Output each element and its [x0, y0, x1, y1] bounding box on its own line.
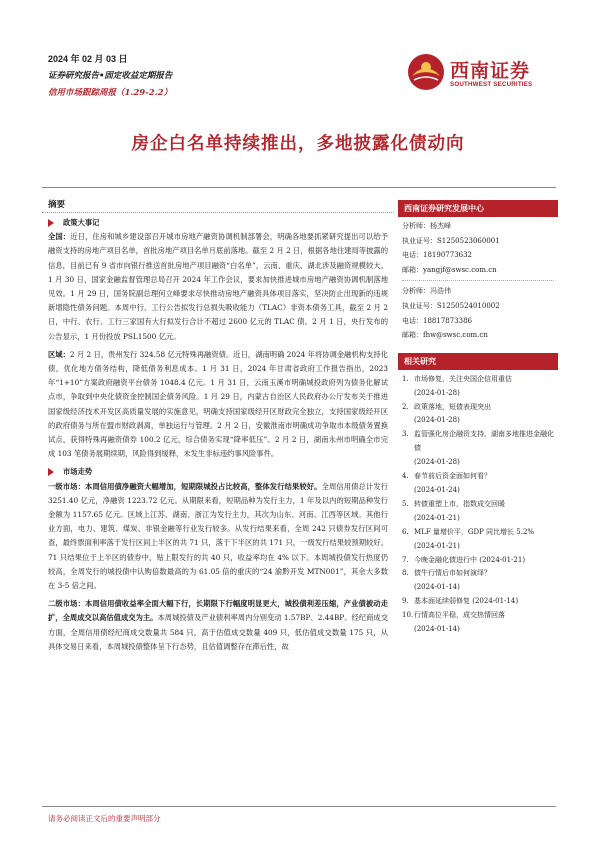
- analyst-cert: 执业证号：S1250523060001: [402, 236, 500, 245]
- related-item[interactable]: 10. 行情高位平稳，成交热情回落 (2024-01-14): [402, 611, 505, 634]
- title-divider: [42, 187, 556, 188]
- footer-divider: [42, 806, 556, 807]
- related-item[interactable]: 4. 春节前后资金面如何看？ (2024-01-24): [402, 472, 491, 494]
- report-type: 证券研究报告•固定收益定期报告: [48, 71, 173, 81]
- report-date: 2024 年 02 月 03 日: [48, 54, 128, 64]
- report-title: 房企白名单持续推出，多地披露化债动向: [131, 134, 465, 154]
- analyst-name: 分析师：冯浩伟: [402, 287, 451, 296]
- analyst-name: 分析师：杨杰峰: [402, 222, 451, 230]
- brand-name-en: SOUTHWEST SECURITIES: [450, 81, 533, 88]
- related-research-title: 相关研究: [398, 353, 558, 370]
- analyst-list: [398, 217, 558, 343]
- research-center-title: 西南证券研究发展中心: [398, 200, 558, 217]
- related-item[interactable]: 9. 基本面延续弱修复 (2024-01-14): [402, 597, 519, 606]
- analyst-phone: 电话：18817873386: [402, 316, 472, 325]
- paragraph: 二级市场：本周信用债收益率全面大幅下行，长期限下行幅度明显更大，城投债利差压缩，产业债被动走扩，全周成交以高估值成交为主。本周城投债及产业债利率周内分别变动 1.57BP、2.44BP。经纪商成交方面，全周信用债经纪商成交数量共 584 只，高于估值成交数量 409 只，低估值成交数量 175 只，从具体交易日来看，本周城投债整体呈下行态势，且估值调整存在滞后性，故: [48, 599, 389, 651]
- related-research-list: [398, 370, 558, 640]
- brand-logo-mark-icon: [406, 52, 446, 92]
- paragraph: 一级市场：本周信用债净融资大幅增加，短期限城投占比较高，整体发行结果较好。全周信用债总计发行 3251.40 亿元，净融资 1223.72 亿元。从期限来看，短期品种为发行主力，1 年及以内的短期品种发行金额为 1157.65 亿元。区域上江苏、湖南、浙江为发行主力，其次为山东、河南、江西等区域。其他行业方面，电力、建筑、煤炭、非银金融等行业发行较多。从发行结果来看，全周 242 只债券发行区间可查，最终票面利率落于发行区间上半区的共 71 只，落于下半区的共 171 只，一级发行结果较预期较好。71 只结果位于上半区的债券中，贴上限发行的共 40 只，收益率均在 4% 以下。本周城投债发行热度仍较高，全周发行的城投债中认购倍数最高的为 61.05 倍的重庆的“24 渝黔开发 MTN001”，其余大多数在 3-5 倍之间。: [48, 481, 389, 591]
- related-item[interactable]: 6. MLF 量增价平，GDP 同比增长 5.2% (2024-01-21): [402, 527, 535, 550]
- analyst-email[interactable]: 邮箱：yangjf@swsc.com.cn: [402, 265, 497, 274]
- report-series: 信用市场跟踪周报（1.29-2.2）: [48, 88, 173, 98]
- sidebar: [398, 200, 558, 640]
- related-item[interactable]: 7. 今晚金融化债进行中 (2024-01-21): [402, 555, 526, 564]
- section-heading: 市场走势: [48, 465, 388, 479]
- triangle-bullet-icon: [48, 219, 54, 227]
- footer-disclaimer: 请务必阅读正文后的重要声明部分: [48, 814, 161, 823]
- paragraph: 区域：2 月 2 日，贵州发行 324.58 亿元特殊再融资债。近日，湖南明确 2024 年将协调金融机构支持化债，优化地方债务结构，降低债务利息成本。1 月 31 日，2024 年甘肃省政府工作报告指出，2023 年“1+10”方案政府融资平台债务 1048.4 亿元。1 月 31 日，云南玉溪市明确城投政府列为债务化解试点市，争取到中央化债资金控制国企债务风险。1 月 29 日，内蒙古自治区人民政府办公厅发布关于推进国家级经济技术开发区高质量发展的实施意见，明确支持国家级经开区财政完全独立，支持国家级经开区的政府债务与所在盟市财政剥离，单独运行与管理。2 月 2 日，安徽淮南市明确成功争取市本级债务置换试点，获得特殊再融资债券 100.2 亿元，综合债务实现“降率低压”。2 月 2 日，湖南永州市明确全市完成 103 笔债务展期续期，风险得到缓释，未发生非标违约事风险事件。: [48, 349, 388, 459]
- abstract-heading: 摘要: [48, 200, 66, 210]
- analyst-divider: [402, 280, 554, 281]
- analyst-email[interactable]: 邮箱：fhw@swsc.com.cn: [402, 331, 488, 340]
- triangle-bullet-icon: [48, 468, 54, 476]
- related-item[interactable]: 2. 政策落地，短债表现突出 (2024-01-28): [402, 402, 491, 425]
- abstract-body: [48, 212, 388, 658]
- section-heading: 政策大事记: [48, 216, 388, 230]
- paragraph: 全国：近日，住房和城乡建设部召开城市房地产融资协调机制部署会，明确各地要抓紧研究提出可以给予融资支持的房地产项目名单，首批房地产项目名单月底前落地。截至 2 月 2 日，根据各地住建局等披露的信息，目前已有 9 省市向银行推送首批房地产项目融资“白名单”，云南、重庆、湖北涉及融资规模较大。1 月 30 日，国家金融监督管理总局召开 2024 年工作会议，要求加快推进城市房地产融资协调机制落地见效。1 月 29 日，国务院副总理何立峰要求尽快推动房地产融资具体项目落实，坚决防止出现新的违规新增隐性债务问题。本周中行、工行公告拟发行总损失吸收能力（TLAC）非资本债务工具，截至 2 月 2 日，中行、农行、工行三家国有大行拟发行合计不超过 2600 亿元的 TLAC 债。2 月 1 日，央行发布的公告显示，1 月份投放 PSL1500 亿元。: [48, 232, 389, 341]
- analyst-phone: 电话：18190773632: [402, 251, 472, 260]
- related-item[interactable]: 8. 债牛行情后市如何演绎？ (2024-01-14): [402, 569, 491, 592]
- related-item[interactable]: 3. 监管强化房企融资支持，湖南多地推进金融化债 (2024-01-28): [402, 430, 554, 467]
- related-item[interactable]: 1. 市场修复，关注央国企信用重估 (2024-01-28): [402, 374, 512, 397]
- brand-name-cn: 西南证券: [450, 60, 531, 82]
- related-item[interactable]: 5. 转债重塑上市，指数成交回暖 (2024-01-21): [402, 499, 505, 522]
- brand-logo: [406, 50, 556, 96]
- analyst-cert: 执业证号：S1250524010002: [402, 301, 500, 310]
